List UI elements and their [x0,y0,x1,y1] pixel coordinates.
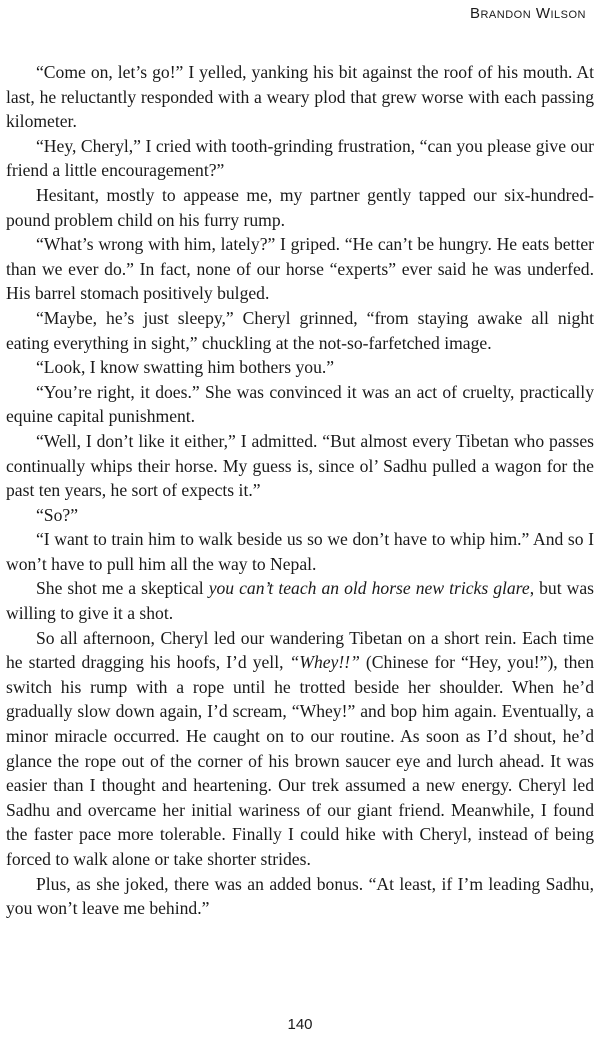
body-text [6,60,594,921]
paragraph [6,503,594,528]
paragraph-text: “So?” [36,504,79,525]
paragraph-text: (Chinese for “Hey, you!”), then switch his rump with a rope until he trotted beside her shoulder. When he’d gradually slow down again, I’d scream, “Whey!” and bop him again. Eventually, a minor miracle occurred. He caught on to our routine. As soon as I’d shout, he’d glance the rope out of the corner of his brown saucer eye and lurch ahead. It was easier than I thought and heartening. Our trek assumed a new energy. Cheryl led Sadhu and overcame her initial wariness of our giant friend. Meanwhile, I found the faster pace more tolerable. Finally I could hike with Cheryl, instead of being forced to walk alone or take shorter strides. [6,652,595,869]
paragraph [6,872,594,921]
paragraph-text: “Hey, Cheryl,” I cried with tooth-grinding frustration, “can you please give our friend a little encouragement?” [6,135,594,181]
paragraph-text: So all afternoon, Cheryl led our wandering Tibetan on a short rein. Each time he started dragging his hoofs, I’d yell, [6,627,594,673]
italic-text: “Whey!!” [289,652,360,673]
paragraph [6,626,594,872]
italic-text: you can’t teach an old horse new tricks glare [208,578,530,599]
paragraph-text: “I want to train him to walk beside us so we don’t have to whip him.” And so I won’t have to pull him all the way to Nepal. [6,529,594,574]
paragraph [6,355,594,380]
paragraph-text: “Look, I know swatting him bothers you.” [36,357,335,378]
paragraph-text: “What’s wrong with him, lately?” I griped. “He can’t be hungry. He eats better than we ever do.” In fact, none of our horse “experts” ever said he was underfed. His barrel stomach positively bulged. [6,234,594,304]
paragraph [6,380,594,429]
paragraph [6,576,594,625]
paragraph [6,60,594,134]
paragraph-text: , but was willing to give it a shot. [6,578,594,624]
paragraph-text: “Maybe, he’s just sleepy,” Cheryl grinned, “from staying awake all night eating everything in sight,” chuckling at the not-so-farfetched image. [6,307,594,353]
paragraph-text: She shot me a skeptical [36,578,209,599]
paragraph-text: Hesitant, mostly to appease me, my partner gently tapped our six-hundred-pound problem child on his furry rump. [6,184,594,230]
paragraph [6,527,594,576]
running-head-author: Brandon Wilson [469,5,586,22]
paragraph-text: “Come on, let’s go!” I yelled, yanking his bit against the roof of his mouth. At last, he reluctantly responded with a weary plod that grew worse with each passing kilometer. [6,62,594,132]
paragraph [6,306,594,355]
paragraph-text: Plus, as she joked, there was an added bonus. “At least, if I’m leading Sadhu, you won’t leave me behind.” [6,873,594,919]
paragraph-text: “You’re right, it does.” She was convinced it was an act of cruelty, practically equine capital punishment. [6,381,594,427]
paragraph-text: “Well, I don’t like it either,” I admitted. “But almost every Tibetan who passes continually whips their horse. My guess is, since ol’ Sadhu pulled a wagon for the past ten years, he sort of expects it.” [6,430,594,501]
page-number: 140 [287,1016,313,1033]
paragraph [6,429,594,503]
paragraph [6,183,594,232]
paragraph [6,232,594,306]
paragraph [6,134,594,183]
